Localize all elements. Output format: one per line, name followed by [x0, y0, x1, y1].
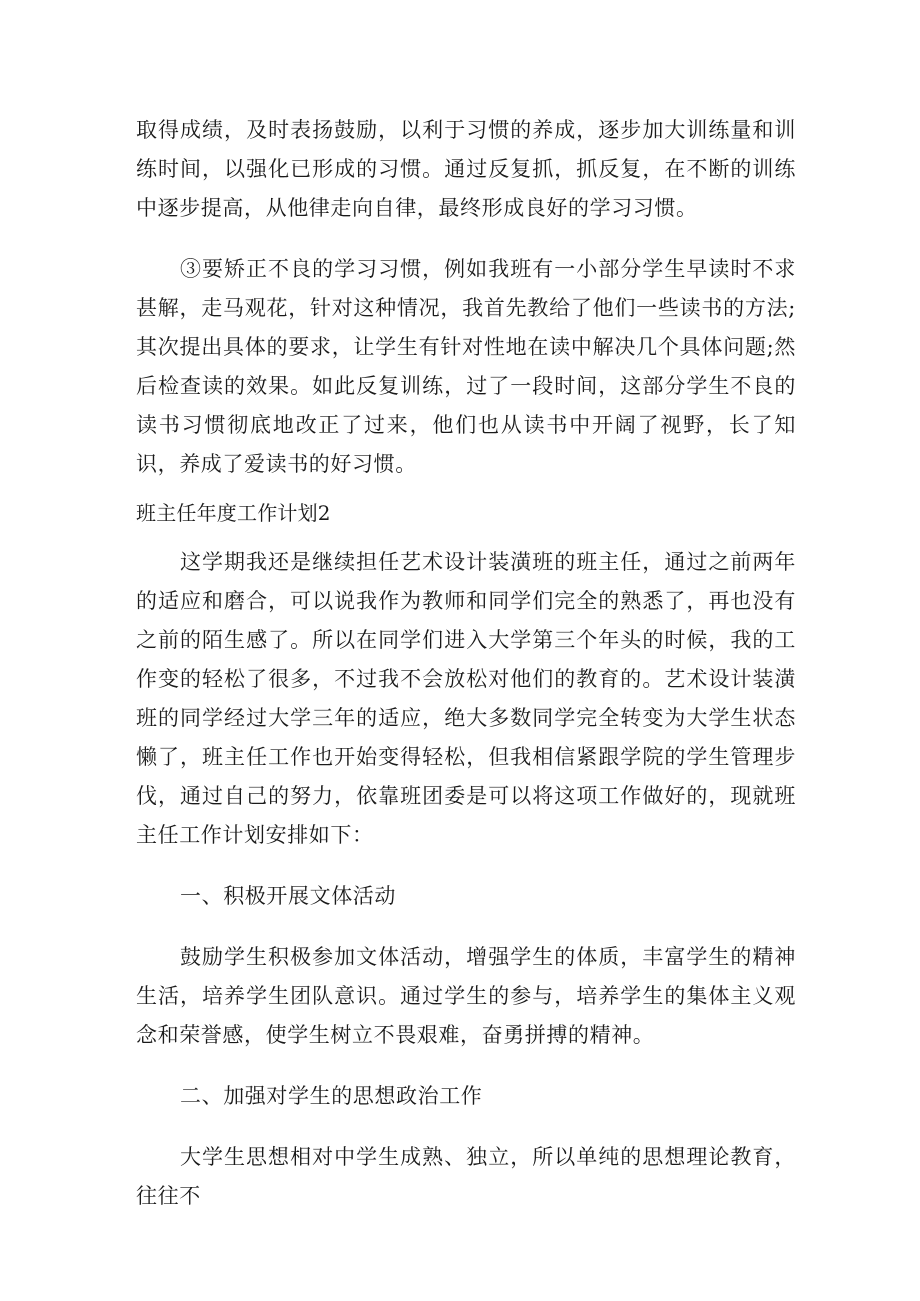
paragraph-semester-intro: 这学期我还是继续担任艺术设计装潢班的班主任，通过之前两年的适应和磨合，可以说我作为教师和同学们完全的熟悉了，再也没有之前的陌生感了。所以在同学们进入大学第三个年头的时候，我的工作变的轻松了很多，不过我不会放松对他们的教育的。艺术设计装潢班的同学经过大学三年的适应，绝大多数同学完全转变为大学生状态懒了，班主任工作也开始变得轻松，但我相信紧跟学院的学生管理步伐，通过自己的努力，依靠班团委是可以将这项工作做好的，现就班主任工作计划安排如下： [136, 550, 796, 847]
paragraph-political-work: 大学生思想相对中学生成熟、独立，所以单纯的思想理论教育，往往不 [136, 1145, 796, 1208]
paragraph-activities: 鼓励学生积极参加文体活动，增强学生的体质，丰富学生的精神生活，培养学生团队意识。通过学生的参与，培养学生的集体主义观念和荣誉感，使学生树立不畏艰难，奋勇拼搏的精神。 [136, 945, 796, 1047]
document-body [136, 111, 796, 1216]
section-title-plan-2: 班主任年度工作计划2 [136, 501, 331, 525]
paragraph-habit-continuation: 取得成绩，及时表扬鼓励，以利于习惯的养成，逐步加大训练量和训练时间，以强化已形成的习惯。通过反复抓，抓反复，在不断的训练中逐步提高，从他律走向自律，最终形成良好的学习习惯。 [136, 118, 796, 220]
subheading-activities: 一、积极开展文体活动 [180, 884, 396, 908]
paragraph-correct-bad-habits: ③要矫正不良的学习习惯，例如我班有一小部分学生早读时不求甚解，走马观花，针对这种情况，我首先教给了他们一些读书的方法;其次提出具体的要求，让学生有针对性地在读中解决几个具体问题;然后检查读的效果。如此反复训练，过了一段时间，这部分学生不良的读书习惯彻底地改正了过来，他们也从读书中开阔了视野，长了知识，养成了爱读书的好习惯。 [136, 257, 796, 476]
subheading-political-work: 二、加强对学生的思想政治工作 [180, 1084, 483, 1108]
